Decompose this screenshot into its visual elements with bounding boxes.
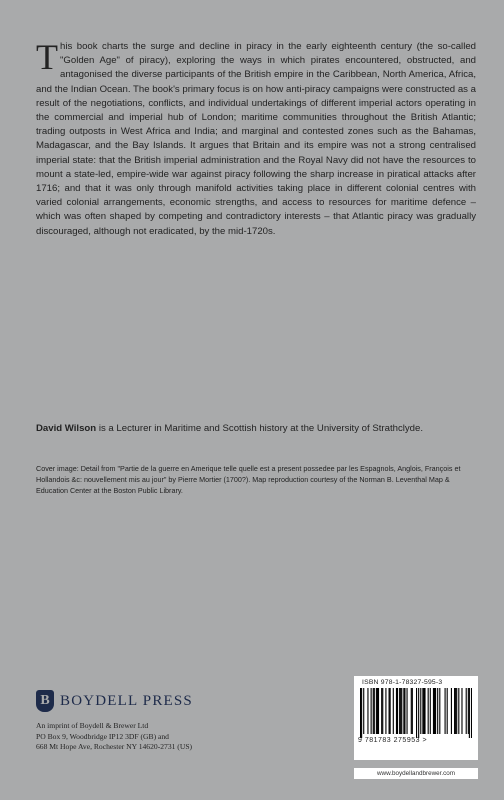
barcode-bar: [435, 688, 436, 734]
barcode-bar: [367, 688, 368, 734]
barcode-bar: [385, 688, 386, 734]
publisher-imprint: [36, 721, 296, 753]
barcode-bar: [424, 688, 425, 734]
barcode-bar: [456, 688, 457, 734]
website-url[interactable]: www.boydellandbrewer.com: [376, 770, 456, 777]
barcode-bar: [400, 688, 401, 734]
barcode-bar: [399, 688, 400, 734]
barcode-bar: [423, 688, 424, 734]
barcode-bar: [466, 688, 467, 734]
barcode-bar: [411, 688, 412, 734]
description-text: his book charts the surge and decline in piracy in the early eighteenth century (the so-called "Golden Age" of piracy), exploring the ways in which pirates encountered, obstructed, and antagonised the diverse participants of the British empire in the Caribbean, North America, Africa, and the Indian Ocean. The book's primary focus is on how anti-piracy campaigns were constructed as a result of the negotiations, conflicts, and individual undertakings of different imperial actors operating in the commercial and imperial hub of London; maritime communities throughout the British Atlantic; trading outposts in West Africa and India; and marginal and contested zones such as the Bahamas, Madagascar, and the Bay Islands. It argues that Britain and its empire was not a strong centralised imperial state: that the British imperial administration and the Royal Navy did not have the resources to mount a state-led, empire-wide war against piracy following the sharp increase in piratical attacks after 1716; and that it was only through manifold activities taking place in different colonial centres with varied colonial arrangements, economic strengths, and access to resources for maritime defence – which was often shaped by competing and contradictory interests – that Atlantic piracy was gradually discouraged, although not eradicated, by the mid-1720s.: [36, 41, 476, 237]
isbn-number: ISBN 978-1-78327-595-3: [362, 679, 443, 686]
imprint-line: An imprint of Boydell & Brewer Ltd: [36, 721, 149, 730]
description-paragraph: [36, 37, 476, 239]
barcode-bar: [403, 688, 404, 734]
barcode-bar: [418, 688, 419, 738]
barcode-bar: [420, 688, 421, 734]
cover-image-credit: Cover image: Detail from "Partie de la guerre en Amerique telle quelle est a present possedee par les Espagnols, Anglois, François et Hollandois &c: nouvellement mis au jour" by Pierre Mortier (1700?). Map reproduction courtesy of the Norman B. Leventhal Map & Education Center at the Boston Public Library.: [36, 464, 461, 495]
barcode-icon: [360, 688, 472, 738]
barcode-bar: [430, 688, 431, 734]
barcode-bar: [393, 688, 394, 734]
barcode-bar: [390, 688, 391, 734]
barcode-bar: [397, 688, 398, 734]
barcode-bar: [381, 688, 382, 734]
imprint-line: 668 Mt Hope Ave, Rochester NY 14620-2731 (US): [36, 742, 193, 752]
barcode-bar: [469, 688, 470, 738]
barcode-bar: [434, 688, 435, 734]
barcode-bar: [422, 688, 423, 734]
barcode-bar: [406, 688, 407, 734]
imprint-line: PO Box 9, Woodbridge IP12 3DF (GB) and: [36, 731, 169, 741]
boydell-shield-icon: B: [36, 690, 54, 712]
barcode-bar: [396, 688, 397, 734]
barcode-bar: [382, 688, 383, 734]
barcode-digit-text: 9 781783 275953: [358, 737, 420, 744]
barcode-bar: [389, 688, 390, 734]
author-bio: [36, 422, 476, 436]
barcode-bar: [401, 688, 402, 734]
barcode-bar: [437, 688, 438, 734]
publisher-logo: [36, 690, 193, 712]
barcode-digits: [358, 737, 427, 744]
barcode-bar: [433, 688, 434, 734]
barcode-bar: [371, 688, 372, 734]
barcode-bar: [360, 688, 361, 738]
barcode-bar: [455, 688, 456, 734]
barcode-bar: [412, 688, 413, 734]
barcode-bar: [378, 688, 379, 734]
author-name: David Wilson: [36, 423, 97, 434]
barcode-bar: [451, 688, 452, 734]
website-strip: [354, 768, 478, 779]
barcode-bar: [374, 688, 375, 734]
barcode-bar: [458, 688, 459, 734]
barcode-bar: [445, 688, 446, 734]
barcode-bar: [363, 688, 364, 734]
author-bio-text: is a Lecturer in Maritime and Scottish history at the University of Strathclyde.: [96, 423, 424, 434]
barcode-bar: [428, 688, 429, 734]
barcode-bar: [439, 688, 440, 734]
barcode-panel: [354, 676, 478, 760]
barcode-bar: [376, 688, 377, 734]
barcode-bar: [447, 688, 448, 734]
barcode-bar: [416, 688, 417, 738]
barcode-bar: [377, 688, 378, 734]
barcode-bar: [373, 688, 374, 734]
barcode-bar: [361, 688, 362, 738]
drop-cap-letter: T: [36, 37, 58, 77]
barcode-bar: [404, 688, 405, 734]
barcode-addon: >: [422, 737, 428, 744]
barcode-bar: [454, 688, 455, 734]
barcode-bar: [471, 688, 472, 738]
barcode-bar: [461, 688, 462, 734]
barcode-bar: [468, 688, 469, 734]
publisher-name: BOYDELL PRESS: [60, 692, 193, 709]
